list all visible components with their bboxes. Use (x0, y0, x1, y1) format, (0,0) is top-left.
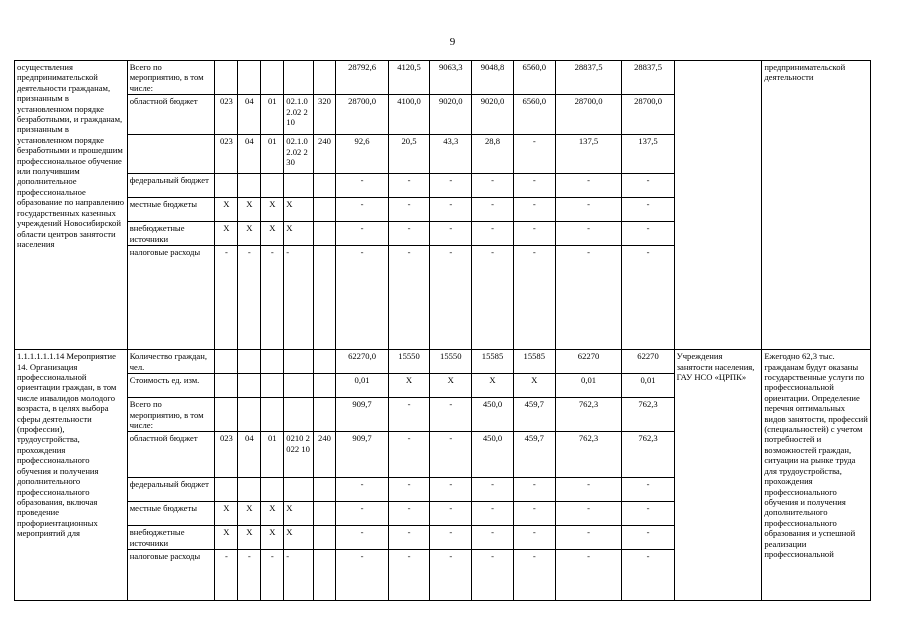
budget-code: X (284, 198, 313, 222)
finance-value: - (430, 222, 472, 246)
finance-value: 0,01 (555, 374, 622, 398)
budget-code: - (261, 550, 284, 601)
budget-code: X (215, 222, 238, 246)
budget-code (261, 174, 284, 198)
finance-value: - (472, 198, 514, 222)
funding-source: областной бюджет (127, 432, 215, 478)
finance-value: 9048,8 (472, 61, 514, 95)
budget-code: 0210 2022 10 (284, 432, 313, 478)
finance-value: - (388, 222, 430, 246)
budget-code (313, 502, 336, 526)
finance-value: - (513, 502, 555, 526)
budget-code (284, 61, 313, 95)
budget-code: X (215, 198, 238, 222)
budget-code: 023 (215, 135, 238, 174)
measure-description: осуществления предпринимательской деятельности гражданам, признанным в установленном порядке безработными, и гражданам, признанным в установленном порядке безработными и прошедшим профессиональное обучение или получившим дополнительное профессиональное образование по направлению государственных казенных учреждений Новосибирской области центров занятости населения (15, 61, 128, 350)
budget-code: X (261, 198, 284, 222)
finance-value: 20,5 (388, 135, 430, 174)
finance-value: - (430, 502, 472, 526)
budget-table (14, 60, 871, 601)
budget-code: - (238, 246, 261, 350)
finance-value: - (388, 174, 430, 198)
budget-code: X (261, 222, 284, 246)
finance-value: 909,7 (336, 398, 388, 432)
finance-value: - (472, 478, 514, 502)
finance-value: X (472, 374, 514, 398)
finance-value: - (513, 478, 555, 502)
finance-value: - (555, 222, 622, 246)
finance-value: - (336, 502, 388, 526)
finance-value: 28700,0 (336, 95, 388, 135)
finance-value: - (622, 478, 674, 502)
finance-value: X (513, 374, 555, 398)
budget-code: 01 (261, 135, 284, 174)
budget-code (261, 478, 284, 502)
funding-source: внебюджетные источники (127, 526, 215, 550)
finance-value: - (555, 198, 622, 222)
budget-code (261, 61, 284, 95)
budget-code (238, 174, 261, 198)
budget-code (313, 198, 336, 222)
finance-value: 6560,0 (513, 61, 555, 95)
budget-code: 240 (313, 135, 336, 174)
budget-code (261, 350, 284, 374)
finance-value: - (555, 550, 622, 601)
funding-source: местные бюджеты (127, 198, 215, 222)
budget-code: 023 (215, 432, 238, 478)
finance-value: - (513, 526, 555, 550)
finance-value: - (388, 246, 430, 350)
budget-code (261, 374, 284, 398)
budget-code: X (238, 222, 261, 246)
finance-value: 9063,3 (430, 61, 472, 95)
budget-code (313, 398, 336, 432)
finance-value: 62270 (555, 350, 622, 374)
finance-value: 762,3 (555, 398, 622, 432)
finance-value: - (513, 174, 555, 198)
finance-value: - (388, 478, 430, 502)
budget-code (284, 174, 313, 198)
budget-code: X (238, 198, 261, 222)
finance-value: - (430, 432, 472, 478)
budget-code (284, 374, 313, 398)
finance-value: - (622, 198, 674, 222)
executor: Учреждения занятости населения, ГАУ НСО «ЦРПК» (674, 350, 762, 601)
budget-code (238, 350, 261, 374)
finance-value: 28700,0 (622, 95, 674, 135)
finance-value: - (388, 526, 430, 550)
finance-value: - (336, 174, 388, 198)
finance-value: 28837,5 (555, 61, 622, 95)
finance-value: - (513, 198, 555, 222)
finance-value: - (472, 526, 514, 550)
finance-value: 28837,5 (622, 61, 674, 95)
finance-value: 28792,6 (336, 61, 388, 95)
finance-value: 450,0 (472, 398, 514, 432)
funding-source: Количество граждан, чел. (127, 350, 215, 374)
finance-value: - (388, 398, 430, 432)
finance-value: - (555, 246, 622, 350)
finance-value: - (336, 526, 388, 550)
budget-code (215, 374, 238, 398)
funding-source: Всего по мероприятию, в том числе: (127, 398, 215, 432)
budget-code (215, 61, 238, 95)
finance-value: - (388, 502, 430, 526)
finance-value: 450,0 (472, 432, 514, 478)
finance-value: - (555, 526, 622, 550)
finance-value: - (513, 246, 555, 350)
expected-result: предпринимательской деятельности (762, 61, 871, 350)
finance-value: 28,8 (472, 135, 514, 174)
finance-value: - (622, 502, 674, 526)
budget-code (313, 61, 336, 95)
finance-value: - (336, 550, 388, 601)
finance-value: 0,01 (622, 374, 674, 398)
finance-value: - (430, 246, 472, 350)
budget-code (284, 478, 313, 502)
finance-value: 9020,0 (472, 95, 514, 135)
budget-code: - (284, 246, 313, 350)
budget-code (238, 478, 261, 502)
funding-source: федеральный бюджет (127, 174, 215, 198)
funding-source: федеральный бюджет (127, 478, 215, 502)
finance-value: 62270 (622, 350, 674, 374)
budget-code: X (284, 526, 313, 550)
funding-source: областной бюджет (127, 95, 215, 135)
finance-value: 0,01 (336, 374, 388, 398)
budget-code (313, 478, 336, 502)
finance-value: - (472, 174, 514, 198)
budget-code: - (238, 550, 261, 601)
table-row (15, 61, 871, 95)
budget-code (313, 550, 336, 601)
funding-source: Всего по мероприятию, в том числе: (127, 61, 215, 95)
budget-code (313, 350, 336, 374)
budget-code (313, 246, 336, 350)
finance-value: - (472, 550, 514, 601)
budget-code (261, 398, 284, 432)
finance-value: - (622, 174, 674, 198)
finance-value: - (555, 478, 622, 502)
funding-source: Стоимость ед. изм. (127, 374, 215, 398)
finance-value: 137,5 (555, 135, 622, 174)
budget-code: 01 (261, 95, 284, 135)
finance-value: 92,6 (336, 135, 388, 174)
finance-value: 15550 (430, 350, 472, 374)
budget-code (215, 350, 238, 374)
budget-code (215, 174, 238, 198)
finance-value: 762,3 (555, 432, 622, 478)
budget-code: X (284, 502, 313, 526)
finance-value: - (336, 198, 388, 222)
finance-value: - (388, 198, 430, 222)
budget-code: X (261, 502, 284, 526)
funding-source: местные бюджеты (127, 502, 215, 526)
finance-value: - (336, 246, 388, 350)
finance-value: - (336, 478, 388, 502)
funding-source: внебюджетные источники (127, 222, 215, 246)
finance-value: - (622, 526, 674, 550)
budget-code: 04 (238, 432, 261, 478)
budget-code (284, 398, 313, 432)
finance-value: 4120,5 (388, 61, 430, 95)
finance-value: 459,7 (513, 432, 555, 478)
budget-code (313, 222, 336, 246)
budget-code: X (284, 222, 313, 246)
finance-value: 459,7 (513, 398, 555, 432)
finance-value: 15550 (388, 350, 430, 374)
expected-result: Ежегодно 62,3 тыс. гражданам будут оказаны государственные услуги по профессиональной ориентации. Определение перечня оптимальных видов занятости, профессий (специальностей) с учетом потребностей и возможностей граждан, ситуации на рынке труда для трудоустройства, прохождения профессионального обучения и получения дополнительного профессионального образования и успешной реализации профессиональной (762, 350, 871, 601)
finance-value: X (430, 374, 472, 398)
budget-code: X (238, 526, 261, 550)
funding-source: налоговые расходы (127, 550, 215, 601)
measure-description: 1.1.1.1.1.1.14 Мероприятие 14. Организация профессиональной ориентации граждан, в том числе инвалидов молодого возраста, в целях выбора сферы деятельности (профессии), трудоустройства, прохождения профессионального обучения и получения дополнительного профессионального образования, включая проведение профориентационных мероприятий для (15, 350, 128, 601)
budget-code: X (215, 526, 238, 550)
budget-code: - (261, 246, 284, 350)
budget-code (238, 398, 261, 432)
budget-code (284, 350, 313, 374)
budget-code: X (238, 502, 261, 526)
finance-value: - (388, 550, 430, 601)
finance-value: - (513, 222, 555, 246)
funding-source: налоговые расходы (127, 246, 215, 350)
finance-value: - (472, 502, 514, 526)
budget-code: 04 (238, 95, 261, 135)
budget-code: - (215, 246, 238, 350)
executor (674, 61, 762, 350)
finance-value: 762,3 (622, 432, 674, 478)
page-number: 9 (449, 36, 456, 48)
finance-value: - (430, 478, 472, 502)
finance-value: 15585 (472, 350, 514, 374)
finance-value: - (430, 550, 472, 601)
finance-value: - (472, 246, 514, 350)
budget-code: 240 (313, 432, 336, 478)
budget-code: - (215, 550, 238, 601)
budget-code: 01 (261, 432, 284, 478)
finance-value: - (430, 398, 472, 432)
budget-code: 02.1.02.02 210 (284, 95, 313, 135)
budget-code (215, 398, 238, 432)
finance-value: 762,3 (622, 398, 674, 432)
budget-code: 320 (313, 95, 336, 135)
finance-value: 9020,0 (430, 95, 472, 135)
budget-code (313, 526, 336, 550)
funding-source (127, 135, 215, 174)
budget-code: 04 (238, 135, 261, 174)
finance-value: - (430, 174, 472, 198)
budget-code: X (215, 502, 238, 526)
finance-value: 43,3 (430, 135, 472, 174)
finance-value: - (472, 222, 514, 246)
finance-value: - (513, 550, 555, 601)
finance-value: - (555, 174, 622, 198)
finance-value: 28700,0 (555, 95, 622, 135)
budget-code (215, 478, 238, 502)
budget-code (313, 374, 336, 398)
finance-value: - (430, 526, 472, 550)
finance-value: 909,7 (336, 432, 388, 478)
finance-value: 15585 (513, 350, 555, 374)
budget-code (238, 374, 261, 398)
budget-code: 023 (215, 95, 238, 135)
finance-value: 137,5 (622, 135, 674, 174)
finance-value: - (513, 135, 555, 174)
finance-value: 62270,0 (336, 350, 388, 374)
table-row (15, 350, 871, 374)
finance-value: 6560,0 (513, 95, 555, 135)
finance-value: - (430, 198, 472, 222)
finance-value: X (388, 374, 430, 398)
budget-code: 02.1.02.02 230 (284, 135, 313, 174)
budget-code: X (261, 526, 284, 550)
budget-code: - (284, 550, 313, 601)
budget-code (238, 61, 261, 95)
finance-value: 4100,0 (388, 95, 430, 135)
finance-value: - (622, 550, 674, 601)
finance-value: - (622, 222, 674, 246)
finance-value: - (622, 246, 674, 350)
finance-value: - (388, 432, 430, 478)
finance-value: - (555, 502, 622, 526)
finance-value: - (336, 222, 388, 246)
budget-code (313, 174, 336, 198)
